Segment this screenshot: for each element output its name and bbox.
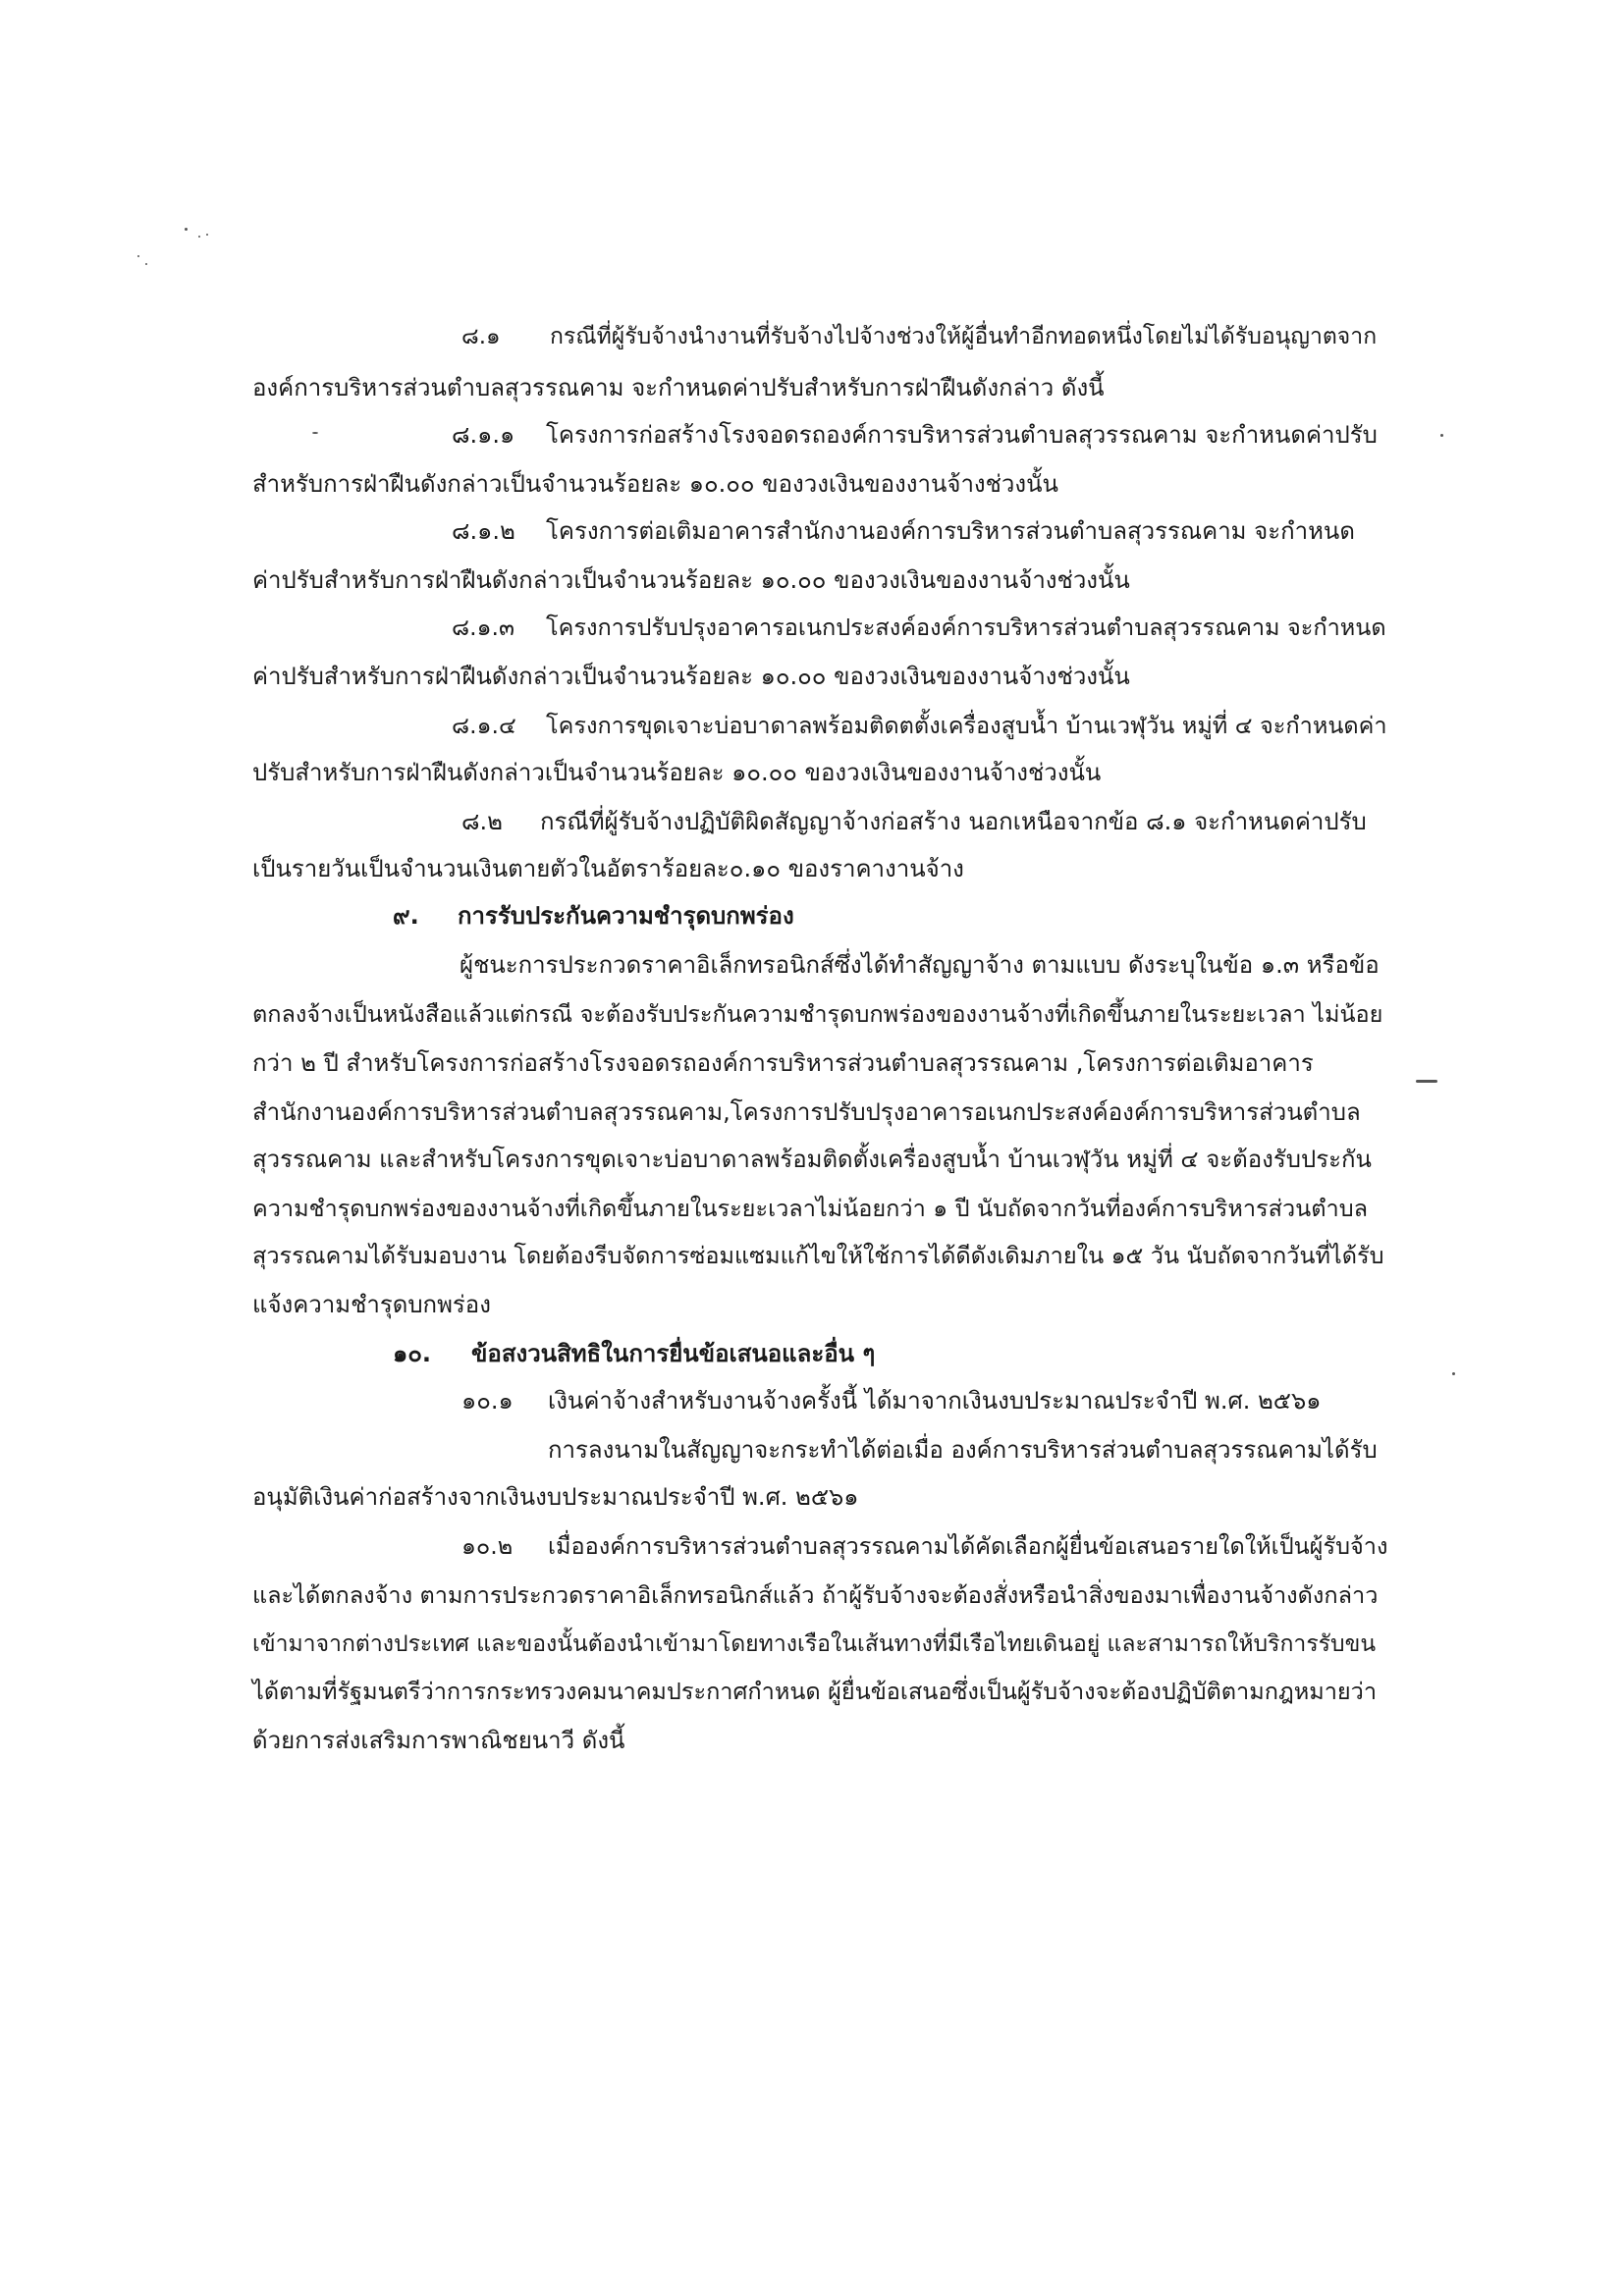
scan-speck (145, 263, 147, 265)
doc-line (252, 563, 1130, 597)
line-text: และได้ตกลงจ้าง ตามการประกวดราคาอิเล็กทรอนิกส์แล้ว ถ้าผู้รับจ้างจะต้องสั่งหรือนำสิ่งของมาเพื่องานจ้างดังกล่าว (252, 1581, 1379, 1609)
scan-speck (1452, 1372, 1455, 1375)
line-text: โครงการปรับปรุงอาคารอเนกประสงค์องค์การบริหารส่วนตำบลสุวรรณคาม จะกำหนด (546, 614, 1386, 641)
clause-number: ๘.๒ (461, 808, 503, 835)
doc-line (252, 467, 1058, 501)
line-text: แจ้งความชำรุดบกพร่อง (252, 1291, 491, 1318)
doc-line (252, 1095, 1361, 1129)
line-text: ตกลงจ้างเป็นหนังสือแล้วแต่กรณี จะต้องรับประกันความชำรุดบกพร่องของงานจ้างที่เกิดขึ้นภายในระยะเวลา ไม่น้อย (252, 1000, 1383, 1028)
line-text: กรณีที่ผู้รับจ้างปฏิบัติผิดสัญญาจ้างก่อสร้าง นอกเหนือจากข้อ ๘.๑ จะกำหนดค่าปรับ (540, 808, 1367, 835)
section-heading-9 (393, 899, 794, 933)
section-number: ๑๐. (393, 1340, 431, 1367)
doc-line-8-1 (461, 320, 1377, 353)
scan-speck (206, 234, 208, 236)
doc-line (460, 948, 1380, 982)
clause-number: ๑๐.๒ (461, 1532, 514, 1560)
clause-number: ๑๐.๑ (461, 1387, 514, 1415)
scan-speck (137, 255, 139, 257)
doc-line (252, 1724, 624, 1757)
line-text: ด้วยการส่งเสริมการพาณิชยนาวี ดังนี้ (252, 1727, 625, 1754)
doc-line-8-1-1 (452, 418, 1378, 452)
doc-line (548, 1433, 1378, 1467)
doc-line (252, 1628, 1376, 1661)
doc-line (252, 1480, 859, 1514)
clause-number: ๘.๑.๑ (452, 421, 515, 449)
section-number: ๙. (393, 902, 419, 930)
scan-speck (1440, 434, 1443, 437)
doc-line (252, 1288, 491, 1321)
line-text: สำหรับการฝ่าฝืนดังกล่าวเป็นจำนวนร้อยละ ๑๐.๐๐ ของวงเงินของงานจ้างช่วงนั้น (252, 470, 1058, 498)
doc-line-10-1 (461, 1384, 1321, 1417)
doc-line-10-2 (461, 1529, 1387, 1563)
section-title: การรับประกันความชำรุดบกพร่อง (458, 902, 794, 930)
doc-line (252, 756, 1101, 789)
scan-speck (1416, 1080, 1437, 1083)
doc-line (252, 371, 1105, 404)
line-text: อนุมัติเงินค่าก่อสร้างจากเงินงบประมาณประจำปี พ.ศ. ๒๕๖๑ (252, 1483, 859, 1511)
doc-line (252, 852, 964, 885)
line-text: ค่าปรับสำหรับการฝ่าฝืนดังกล่าวเป็นจำนวนร้อยละ ๑๐.๐๐ ของวงเงินของงานจ้างช่วงนั้น (252, 663, 1130, 690)
clause-number: ๘.๑.๔ (452, 712, 516, 739)
line-text: สุวรรณคาม และสำหรับโครงการขุดเจาะบ่อบาดาลพร้อมติดตั้งเครื่องสูบน้ำ บ้านเวฬุวัน หมู่ที่ ๔ จะต้องรับประกัน (252, 1146, 1372, 1173)
section-heading-10 (393, 1337, 875, 1370)
scan-speck (198, 236, 200, 238)
doc-line (252, 1239, 1384, 1272)
line-text: เมื่อองค์การบริหารส่วนตำบลสุวรรณคามได้คัดเลือกผู้ยื่นข้อเสนอรายใดให้เป็นผู้รับจ้าง (548, 1532, 1388, 1560)
line-text: เข้ามาจากต่างประเทศ และของนั้นต้องนำเข้ามาโดยทางเรือในเส้นทางที่มีเรือไทยเดินอยู่ และสามารถให้บริการรับขน (252, 1631, 1377, 1657)
doc-line (252, 1143, 1372, 1176)
line-text: เป็นรายวันเป็นจำนวนเงินตายตัวในอัตราร้อยละ๐.๑๐ ของราคางานจ้าง (252, 855, 964, 882)
doc-line-8-2 (461, 805, 1367, 838)
line-text: การลงนามในสัญญาจะกระทำได้ต่อเมื่อ องค์การบริหารส่วนตำบลสุวรรณคามได้รับ (548, 1436, 1378, 1464)
scan-speck (185, 228, 188, 231)
line-text: โครงการก่อสร้างโรงจอดรถองค์การบริหารส่วนตำบลสุวรรณคาม จะกำหนดค่าปรับ (546, 421, 1378, 449)
line-text: ได้ตามที่รัฐมนตรีว่าการกระทรวงคมนาคมประกาศกำหนด ผู้ยื่นข้อเสนอซึ่งเป็นผู้รับจ้างจะต้องปฏิบัติตามกฎหมายว่า (252, 1678, 1378, 1705)
doc-line (252, 1192, 1368, 1225)
line-text: กว่า ๒ ปี สำหรับโครงการก่อสร้างโรงจอดรถองค์การบริหารส่วนตำบลสุวรรณคาม ,โครงการต่อเติมอาคาร (252, 1049, 1314, 1077)
clause-number: ๘.๑.๒ (452, 517, 515, 545)
clause-number: ๘.๑ (461, 324, 501, 349)
line-text: ผู้ชนะการประกวดราคาอิเล็กทรอนิกส์ซึ่งได้ทำสัญญาจ้าง ตามแบบ ดังระบุในข้อ ๑.๓ หรือข้อ (460, 951, 1380, 979)
doc-line (252, 1578, 1378, 1612)
doc-line (252, 1046, 1314, 1080)
doc-line-8-1-4 (452, 709, 1387, 742)
scan-speck (312, 432, 318, 434)
line-text: โครงการต่อเติมอาคารสำนักงานองค์การบริหารส่วนตำบลสุวรรณคาม จะกำหนด (546, 517, 1355, 545)
doc-line (252, 1675, 1377, 1708)
doc-line (252, 997, 1382, 1031)
line-text: เงินค่าจ้างสำหรับงานจ้างครั้งนี้ ได้มาจากเงินงบประมาณประจำปี พ.ศ. ๒๕๖๑ (548, 1387, 1322, 1415)
line-text: องค์การบริหารส่วนตำบลสุวรรณคาม จะกำหนดค่าปรับสำหรับการฝ่าฝืนดังกล่าว ดังนี้ (252, 374, 1105, 401)
line-text: โครงการขุดเจาะบ่อบาดาลพร้อมติดตตั้งเครื่องสูบน้ำ บ้านเวฬุวัน หมู่ที่ ๔ จะกำหนดค่า (546, 712, 1387, 739)
line-text: ความชำรุดบกพร่องของงานจ้างที่เกิดขึ้นภายในระยะเวลาไม่น้อยกว่า ๑ ปี นับถัดจากวันที่องค์การบริหารส่วนตำบล (252, 1195, 1369, 1222)
doc-line-8-1-3 (452, 611, 1386, 644)
line-text: ค่าปรับสำหรับการฝ่าฝืนดังกล่าวเป็นจำนวนร้อยละ ๑๐.๐๐ ของวงเงินของงานจ้างช่วงนั้น (252, 566, 1130, 594)
line-text: กรณีที่ผู้รับจ้างนำงานที่รับจ้างไปจ้างช่วงให้ผู้อื่นทำอีกทอดหนึ่งโดยไม่ได้รับอนุญาตจาก (550, 324, 1378, 349)
doc-line-8-1-2 (452, 514, 1355, 548)
doc-line (252, 660, 1130, 693)
line-text: ปรับสำหรับการฝ่าฝืนดังกล่าวเป็นจำนวนร้อยละ ๑๐.๐๐ ของวงเงินของงานจ้างช่วงนั้น (252, 759, 1102, 786)
line-text: สำนักงานองค์การบริหารส่วนตำบลสุวรรณคาม,โครงการปรับปรุงอาคารอเนกประสงค์องค์การบริหารส่วนตำบล (252, 1098, 1361, 1126)
section-title: ข้อสงวนสิทธิในการยื่นข้อเสนอและอื่น ๆ (471, 1340, 876, 1367)
clause-number: ๘.๑.๓ (452, 614, 515, 641)
line-text: สุวรรณคามได้รับมอบงาน โดยต้องรีบจัดการซ่อมแซมแก้ไขให้ใช้การได้ดีดังเดิมภายใน ๑๕ วัน นับถัดจากวันที่ได้รับ (252, 1242, 1384, 1269)
